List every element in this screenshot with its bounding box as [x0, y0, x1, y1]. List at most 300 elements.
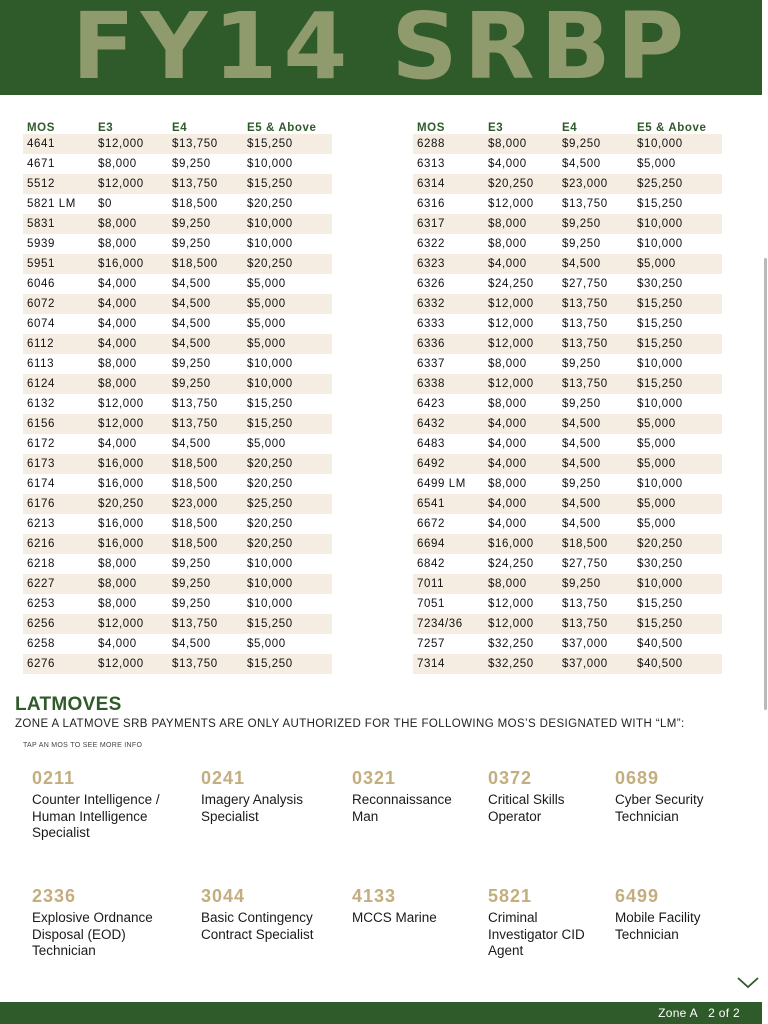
mos-cell: 6113: [27, 358, 55, 370]
mos-cell: 6323: [413, 254, 484, 274]
e5-cell: $15,250: [243, 614, 332, 634]
e4-cell: $4,500: [562, 438, 601, 450]
e5-cell: $5,000: [637, 438, 676, 450]
table-row: [413, 474, 722, 494]
e3-cell: $32,250: [488, 638, 534, 650]
e4-cell: $4,500: [172, 638, 211, 650]
column-header-e4: E4: [172, 122, 188, 134]
e4-cell: $13,750: [558, 614, 633, 634]
mos-card-3044[interactable]: [201, 886, 346, 943]
e5-cell: $10,000: [243, 374, 332, 394]
mos-cell: 6176: [23, 494, 94, 514]
mos-description: Explosive Ordnance Disposal (EOD) Technician: [32, 910, 153, 958]
e3-cell: $8,000: [94, 374, 168, 394]
e3-cell: $4,000: [94, 334, 168, 354]
e3-cell: $4,000: [98, 638, 137, 650]
mos-card-0211[interactable]: [32, 768, 177, 842]
table-row: [23, 214, 332, 234]
e5-cell: $15,250: [637, 318, 683, 330]
table-row: [23, 354, 332, 374]
e5-cell: $10,000: [633, 134, 722, 154]
e4-cell: $4,500: [558, 454, 633, 474]
e3-cell: $12,000: [94, 654, 168, 674]
mos-description: Critical Skills Operator: [488, 792, 565, 824]
e5-cell: $40,500: [637, 638, 683, 650]
e4-cell: $4,500: [172, 278, 211, 290]
mos-cell: 6132: [27, 398, 55, 410]
column-header-e4: E4: [562, 122, 578, 134]
e4-cell: $4,500: [172, 438, 211, 450]
mos-cell: 6074: [27, 318, 55, 330]
table-row: [23, 374, 332, 394]
e4-cell: $9,250: [558, 214, 633, 234]
e4-cell: $9,250: [172, 358, 211, 370]
mos-cell: 4671: [27, 158, 55, 170]
mos-cell: 7234/36: [413, 614, 484, 634]
table-row: [23, 614, 332, 634]
e5-cell: $5,000: [247, 278, 286, 290]
srb-table-right: [413, 114, 722, 674]
e3-cell: $12,000: [488, 598, 534, 610]
e5-cell: $20,250: [633, 534, 722, 554]
e3-cell: $8,000: [98, 238, 137, 250]
mos-cell: 6218: [27, 558, 55, 570]
e5-cell: $15,250: [637, 198, 683, 210]
mos-cell: 6423: [417, 398, 445, 410]
e5-cell: $10,000: [243, 574, 332, 594]
page-indicator: Zone A 2 of 2: [658, 1006, 740, 1020]
mos-code: 0689: [615, 768, 660, 788]
mos-card-0372[interactable]: [488, 768, 600, 825]
column-header-mos: MOS: [417, 122, 445, 134]
e3-cell: $12,000: [94, 134, 168, 154]
e5-cell: $15,250: [633, 334, 722, 354]
e4-cell: $13,750: [562, 198, 608, 210]
e3-cell: $8,000: [488, 358, 527, 370]
mos-cell: 6337: [417, 358, 445, 370]
mos-cell: 6672: [417, 518, 445, 530]
table-row: [23, 254, 332, 274]
table-row: [23, 274, 332, 294]
table-row: [23, 334, 332, 354]
e3-cell: $4,000: [484, 254, 558, 274]
e5-cell: $25,250: [633, 174, 722, 194]
e4-cell: $13,750: [168, 654, 243, 674]
mos-cell: 6326: [417, 278, 445, 290]
mos-code: 4133: [352, 886, 397, 906]
e5-cell: $20,250: [243, 254, 332, 274]
e4-cell: $37,000: [562, 638, 608, 650]
mos-cell: 6483: [417, 438, 445, 450]
e3-cell: $12,000: [484, 294, 558, 314]
e5-cell: $5,000: [633, 494, 722, 514]
table-row: [413, 614, 722, 634]
footer-bar: [0, 1002, 762, 1024]
e5-cell: $10,000: [243, 214, 332, 234]
e3-cell: $12,000: [94, 414, 168, 434]
e5-cell: $15,250: [633, 294, 722, 314]
e5-cell: $10,000: [247, 238, 293, 250]
e4-cell: $27,750: [562, 278, 608, 290]
table-row: [23, 514, 332, 534]
table-row: [413, 434, 722, 454]
e3-cell: $8,000: [484, 134, 558, 154]
e3-cell: $8,000: [94, 574, 168, 594]
table-row: [413, 654, 722, 674]
mos-card-4133[interactable]: [352, 886, 470, 927]
e5-cell: $5,000: [243, 334, 332, 354]
mos-cell: 6227: [23, 574, 94, 594]
e3-cell: $12,000: [484, 374, 558, 394]
e3-cell: $16,000: [484, 534, 558, 554]
e5-cell: $5,000: [247, 438, 286, 450]
e4-cell: $9,250: [168, 574, 243, 594]
table-row: [413, 194, 722, 214]
mos-card-6499[interactable]: [615, 886, 735, 943]
e5-cell: $30,250: [637, 558, 683, 570]
e4-cell: $9,250: [562, 478, 601, 490]
e3-cell: $8,000: [98, 358, 137, 370]
e3-cell: $4,000: [94, 294, 168, 314]
e5-cell: $10,000: [247, 158, 293, 170]
column-header-e3: E3: [98, 122, 114, 134]
table-row: [413, 214, 722, 234]
table-row: [413, 174, 722, 194]
mos-cell: 5831: [23, 214, 94, 234]
e3-cell: $4,000: [98, 438, 137, 450]
mos-cell: 6174: [27, 478, 55, 490]
e5-cell: $15,250: [243, 414, 332, 434]
e3-cell: $20,250: [94, 494, 168, 514]
mos-cell: 6338: [413, 374, 484, 394]
table-row: [23, 534, 332, 554]
mos-cell: 6492: [413, 454, 484, 474]
table-row: [23, 574, 332, 594]
e5-cell: $5,000: [247, 318, 286, 330]
mos-description: Reconnaissance Man: [352, 792, 452, 824]
e3-cell: $4,000: [484, 454, 558, 474]
e3-cell: $12,000: [484, 334, 558, 354]
mos-code: 5821: [488, 886, 533, 906]
e5-cell: $15,250: [633, 614, 722, 634]
page-title: FY14 SRBP: [71, 0, 691, 95]
e5-cell: $5,000: [633, 254, 722, 274]
e4-cell: $4,500: [168, 334, 243, 354]
e4-cell: $18,500: [168, 254, 243, 274]
e4-cell: $18,500: [168, 454, 243, 474]
e4-cell: $23,000: [558, 174, 633, 194]
column-header-e5: E5 & Above: [247, 122, 317, 134]
table-row: [413, 514, 722, 534]
e3-cell: $4,000: [98, 318, 137, 330]
e5-cell: $20,250: [243, 534, 332, 554]
table-row: [23, 194, 332, 214]
mos-code: 2336: [32, 886, 77, 906]
mos-code: 3044: [201, 886, 246, 906]
mos-cell: 5939: [27, 238, 55, 250]
mos-code: 0372: [488, 768, 533, 788]
e3-cell: $20,250: [484, 174, 558, 194]
e5-cell: $20,250: [247, 478, 293, 490]
mos-cell: 6288: [413, 134, 484, 154]
e4-cell: $13,750: [558, 294, 633, 314]
table-row: [413, 334, 722, 354]
mos-cell: 7051: [417, 598, 445, 610]
latmoves-title: LATMOVES: [15, 694, 122, 715]
table-row: [23, 474, 332, 494]
mos-cell: 6256: [23, 614, 94, 634]
e4-cell: $4,500: [172, 318, 211, 330]
mos-cell: 6314: [413, 174, 484, 194]
e4-cell: $4,500: [558, 414, 633, 434]
mos-cell: 5951: [23, 254, 94, 274]
e4-cell: $18,500: [172, 518, 218, 530]
mos-description: Imagery Analysis Specialist: [201, 792, 304, 824]
mos-cell: 6332: [413, 294, 484, 314]
e5-cell: $10,000: [633, 574, 722, 594]
e3-cell: $4,000: [488, 158, 527, 170]
mos-cell: 6432: [413, 414, 484, 434]
e5-cell: $20,250: [247, 518, 293, 530]
e5-cell: $5,000: [637, 518, 676, 530]
chevron-down-icon[interactable]: [735, 974, 761, 990]
e3-cell: $4,000: [488, 518, 527, 530]
e3-cell: $8,000: [488, 398, 527, 410]
mos-code: 0321: [352, 768, 397, 788]
table-row: [413, 574, 722, 594]
table-row: [413, 314, 722, 334]
mos-cell: 6276: [23, 654, 94, 674]
mos-description: Cyber Security Technician: [615, 792, 704, 824]
table-row: [23, 394, 332, 414]
e5-cell: $5,000: [637, 158, 676, 170]
e4-cell: $9,250: [558, 134, 633, 154]
e4-cell: $4,500: [168, 294, 243, 314]
e4-cell: $9,250: [168, 374, 243, 394]
mos-cell: 6046: [27, 278, 55, 290]
e5-cell: $10,000: [247, 358, 293, 370]
mos-cell: 6156: [23, 414, 94, 434]
e4-cell: $9,250: [172, 238, 211, 250]
e3-cell: $16,000: [98, 518, 144, 530]
mos-description: Mobile Facility Technician: [615, 910, 701, 942]
mos-cell: 6541: [413, 494, 484, 514]
e4-cell: $23,000: [168, 494, 243, 514]
mos-cell: 6213: [27, 518, 55, 530]
table-row: [413, 454, 722, 474]
e3-cell: $24,250: [488, 558, 534, 570]
e3-cell: $16,000: [94, 454, 168, 474]
e5-cell: $20,250: [247, 198, 293, 210]
table-row: [23, 494, 332, 514]
e5-cell: $30,250: [637, 278, 683, 290]
e4-cell: $13,750: [168, 174, 243, 194]
mos-cell: 6336: [413, 334, 484, 354]
table-row: [23, 294, 332, 314]
mos-card-2336[interactable]: [32, 886, 182, 960]
table-row: [23, 234, 332, 254]
table-row: [413, 354, 722, 374]
e4-cell: $9,250: [558, 574, 633, 594]
e3-cell: $8,000: [98, 158, 137, 170]
e3-cell: $8,000: [484, 574, 558, 594]
e4-cell: $18,500: [168, 534, 243, 554]
e5-cell: $10,000: [637, 358, 683, 370]
mos-cell: 6112: [23, 334, 94, 354]
mos-card-0241[interactable]: [201, 768, 346, 825]
e4-cell: $27,750: [562, 558, 608, 570]
mos-cell: 4641: [23, 134, 94, 154]
mos-description: Basic Contingency Contract Specialist: [201, 910, 314, 942]
table-row: [23, 134, 332, 154]
e3-cell: $16,000: [94, 254, 168, 274]
e4-cell: $9,250: [168, 214, 243, 234]
e4-cell: $13,750: [168, 614, 243, 634]
e5-cell: $25,250: [243, 494, 332, 514]
table-row: [23, 654, 332, 674]
e3-cell: $12,000: [488, 318, 534, 330]
e3-cell: $16,000: [98, 478, 144, 490]
mos-cell: 6842: [417, 558, 445, 570]
e4-cell: $9,250: [172, 158, 211, 170]
table-row: [413, 414, 722, 434]
e4-cell: $18,500: [172, 478, 218, 490]
e5-cell: $10,000: [637, 478, 683, 490]
e3-cell: $0: [98, 198, 112, 210]
table-row: [413, 634, 722, 654]
e4-cell: $13,750: [562, 598, 608, 610]
column-header-e5: E5 & Above: [637, 122, 707, 134]
scrollbar[interactable]: [764, 258, 767, 710]
mos-cell: 6253: [27, 598, 55, 610]
e4-cell: $37,000: [558, 654, 633, 674]
mos-cell: 6258: [27, 638, 55, 650]
srb-table-left: [23, 114, 332, 674]
e3-cell: $4,000: [484, 414, 558, 434]
e3-cell: $12,000: [484, 614, 558, 634]
mos-cell: 6124: [23, 374, 94, 394]
mos-cell: 5821 LM: [27, 198, 76, 210]
mos-cell: 6173: [23, 454, 94, 474]
e5-cell: $10,000: [247, 598, 293, 610]
mos-description: MCCS Marine: [352, 910, 437, 925]
e4-cell: $4,500: [558, 494, 633, 514]
e3-cell: $12,000: [94, 174, 168, 194]
mos-cell: 7011: [413, 574, 484, 594]
table-row: [413, 294, 722, 314]
e3-cell: $24,250: [488, 278, 534, 290]
table-row: [23, 174, 332, 194]
mos-description: Criminal Investigator CID Agent: [488, 910, 585, 958]
table-row: [23, 154, 332, 174]
e4-cell: $4,500: [562, 518, 601, 530]
mos-cell: 5512: [23, 174, 94, 194]
table-row: [413, 134, 722, 154]
e3-cell: $4,000: [488, 438, 527, 450]
mos-cell: 6694: [413, 534, 484, 554]
table-row: [23, 594, 332, 614]
e3-cell: $32,250: [484, 654, 558, 674]
e3-cell: $4,000: [484, 494, 558, 514]
e5-cell: $5,000: [633, 454, 722, 474]
mos-code: 0211: [32, 768, 76, 788]
mos-code: 6499: [615, 886, 660, 906]
mos-cell: 6317: [413, 214, 484, 234]
table-row: [413, 254, 722, 274]
table-row: [413, 394, 722, 414]
table-row: [413, 534, 722, 554]
mos-cell: 7257: [417, 638, 445, 650]
mos-card-0321[interactable]: [352, 768, 470, 825]
e3-cell: $4,000: [98, 278, 137, 290]
column-header-e3: E3: [488, 122, 504, 134]
table-row: [23, 314, 332, 334]
e5-cell: $10,000: [247, 558, 293, 570]
e4-cell: $4,500: [558, 254, 633, 274]
e3-cell: $12,000: [94, 614, 168, 634]
e3-cell: $8,000: [484, 214, 558, 234]
e5-cell: $15,250: [633, 374, 722, 394]
e4-cell: $13,750: [168, 134, 243, 154]
e3-cell: $8,000: [98, 598, 137, 610]
latmoves-subtitle: ZONE A LATMOVE SRB PAYMENTS ARE ONLY AUTHORIZED FOR THE FOLLOWING MOS’S DESIGNATED WITH “LM”:: [15, 718, 685, 730]
e4-cell: $13,750: [172, 398, 218, 410]
e4-cell: $13,750: [168, 414, 243, 434]
e4-cell: $9,250: [562, 358, 601, 370]
e4-cell: $9,250: [562, 398, 601, 410]
table-row: [23, 454, 332, 474]
table-row: [23, 434, 332, 454]
table-row: [413, 274, 722, 294]
e4-cell: $9,250: [172, 598, 211, 610]
table-row: [413, 494, 722, 514]
column-header-mos: MOS: [27, 122, 55, 134]
e5-cell: $10,000: [633, 214, 722, 234]
mos-cell: 6499 LM: [417, 478, 466, 490]
e4-cell: $13,750: [558, 374, 633, 394]
table-row: [413, 594, 722, 614]
table-row: [413, 374, 722, 394]
e4-cell: $13,750: [562, 318, 608, 330]
e3-cell: $12,000: [488, 198, 534, 210]
e5-cell: $10,000: [637, 398, 683, 410]
e3-cell: $8,000: [98, 558, 137, 570]
mos-cell: 6072: [23, 294, 94, 314]
e4-cell: $13,750: [558, 334, 633, 354]
mos-cell: 7314: [413, 654, 484, 674]
mos-cell: 6172: [27, 438, 55, 450]
e5-cell: $10,000: [637, 238, 683, 250]
e5-cell: $15,250: [243, 654, 332, 674]
mos-cell: 6216: [23, 534, 94, 554]
e3-cell: $8,000: [488, 478, 527, 490]
e5-cell: $15,250: [247, 398, 293, 410]
e3-cell: $12,000: [98, 398, 144, 410]
mos-cell: 6322: [417, 238, 445, 250]
e5-cell: $20,250: [243, 454, 332, 474]
e3-cell: $8,000: [94, 214, 168, 234]
e3-cell: $8,000: [488, 238, 527, 250]
mos-cell: 6313: [417, 158, 445, 170]
e4-cell: $18,500: [558, 534, 633, 554]
header-banner: [0, 0, 762, 95]
e4-cell: $18,500: [172, 198, 218, 210]
mos-card-5821[interactable]: [488, 886, 588, 960]
mos-card-0689[interactable]: [615, 768, 735, 825]
e3-cell: $16,000: [94, 534, 168, 554]
e5-cell: $15,250: [637, 598, 683, 610]
table-row: [413, 154, 722, 174]
